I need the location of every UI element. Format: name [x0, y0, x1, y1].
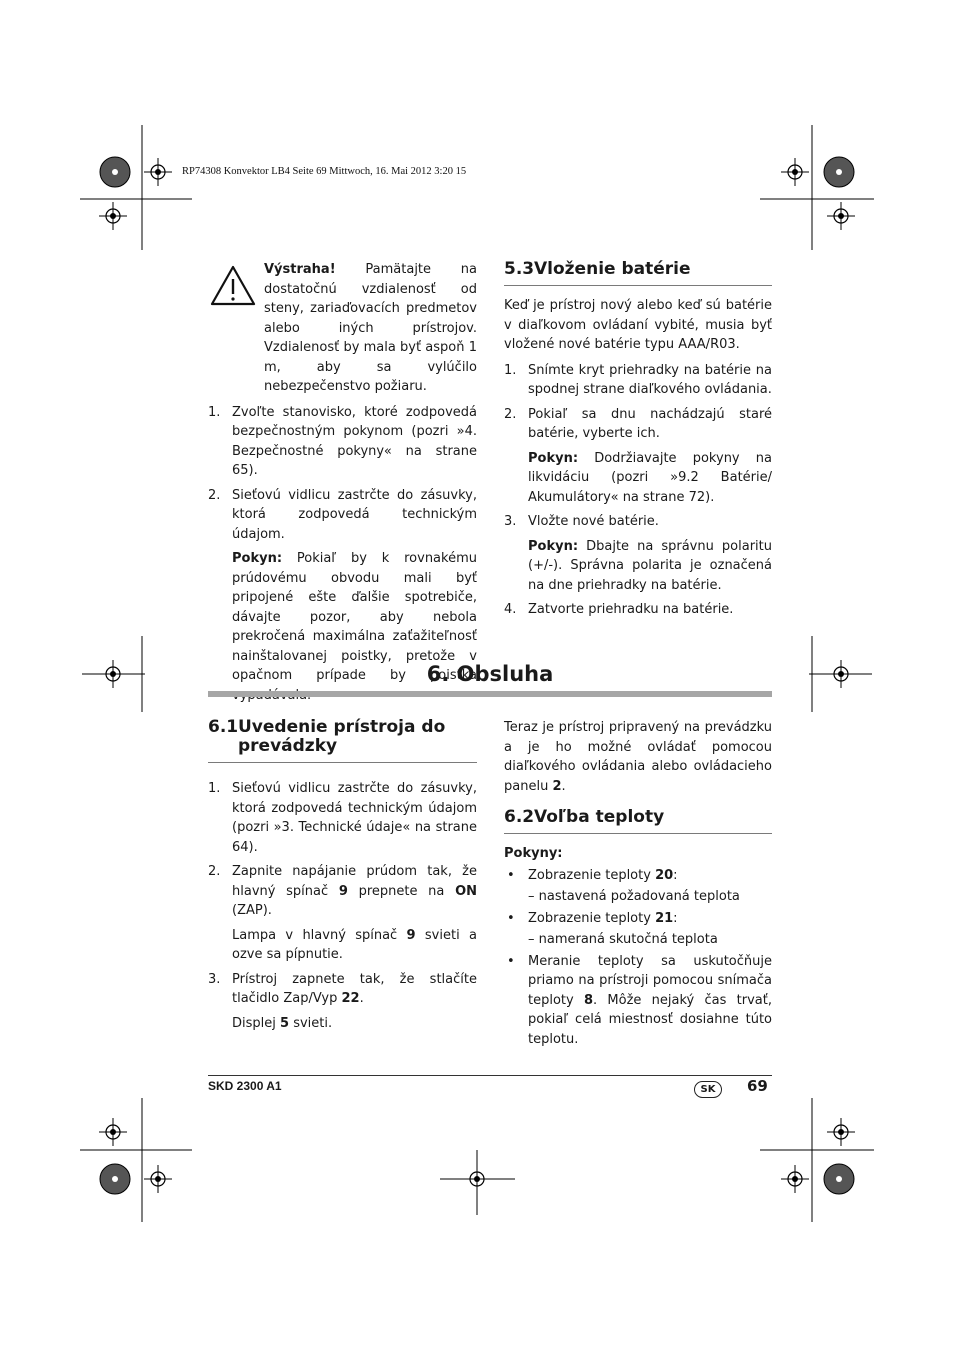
registration-star-icon: [824, 1164, 854, 1194]
registration-cross-icon: [144, 1165, 172, 1193]
right-bottom-column: [504, 718, 772, 1051]
sub-item: – nameraná skutočná teplota: [528, 932, 718, 947]
registration-cross-icon: [827, 202, 855, 230]
registration-cross-icon: [99, 202, 127, 230]
sub-item: – nastavená požadovaná teplota: [528, 889, 740, 904]
warning-triangle-icon: [210, 264, 256, 306]
list-item: 2. Sieťovú vidlicu zastrčte do zásuvky, ktorá zodpovedá technickým údajom.: [208, 487, 477, 542]
left-top-column: [208, 260, 477, 710]
note: Pokyn: Dbajte na správnu polaritu (+/-). Správna polarita je označená na dne priehradky na batérie.: [528, 538, 772, 593]
footer-model: SKD 2300 A1: [208, 1079, 282, 1093]
page-number: 69: [747, 1077, 768, 1095]
warning-label: Výstraha!: [264, 262, 336, 277]
registration-cross-icon: [781, 158, 809, 186]
registration-cross-icon: [827, 1118, 855, 1146]
section-title: 6. Obsluha: [426, 662, 554, 686]
heading-6-2: 6.2Voľba teploty: [504, 808, 772, 834]
list-item: 3. Prístroj zapnete tak, že stlačíte tlačidlo Zap/Vyp 22.: [208, 971, 477, 1006]
warning-block: [208, 260, 477, 397]
registration-star-icon: [100, 157, 130, 187]
note: Displej 5 svieti.: [232, 1015, 333, 1031]
print-header: RP74308 Konvektor LB4 Seite 69 Mittwoch, 16. Mai 2012 3:20 15: [182, 166, 467, 177]
list-item: 4. Zatvorte priehradku na batérie.: [504, 602, 734, 617]
heading-6-1: 6.1Uvedenie prístroja do prevádzky: [208, 718, 477, 763]
note: Pokyn: Pokiaľ by k rovnakému prúdovému obvodu mali byť pripojené ešte ďalšie spotrebiče, dávajte pozor, aby nebola prekročená maximálna zaťažiteľnosť nainštalovanej poistky, pretože v opačnom prípade by poistka: [232, 551, 477, 683]
registration-cross-icon: [99, 1118, 127, 1146]
right-top-column: [504, 260, 772, 625]
bullet-item: • Zobrazenie teploty 20:: [507, 867, 678, 883]
warning-text: [264, 260, 477, 397]
setup-steps: [208, 403, 477, 545]
heading-5-3: 5.3Vloženie batérie: [504, 260, 772, 286]
bullet-item: • Zobrazenie teploty 21:: [507, 910, 678, 926]
language-badge: SK: [694, 1081, 722, 1098]
list-item: 3. Vložte nové batérie.: [504, 514, 659, 529]
registration-cross-icon: [781, 1165, 809, 1193]
warning-body: Pamätajte na dostatočnú vzdialenosť od steny, zariaďovacích predmetov alebo iných prístrojov. Vzdialenosť by mala byť aspoň 1 m, aby sa vylúčilo nebezpečenstvo požiaru.: [264, 262, 477, 394]
bullet-item: • Meranie teploty sa uskutočňuje priamo na prístroji pomocou snímača teploty 8. Môže nejaký čas trvať, pokiaľ celá miestnosť dosiahne túto teplotu.: [507, 953, 772, 1047]
left-bottom-column: [208, 718, 477, 1038]
footer-rule: [208, 1075, 772, 1076]
pokyny-label: Pokyny:: [504, 846, 563, 861]
registration-star-icon: [824, 157, 854, 187]
list-item: 1. Sieťovú vidlicu zastrčte do zásuvky, ktorá zodpovedá technickým údajom (pozri »3. Technické údaje« na strane 64).: [208, 781, 477, 855]
list-item: 1. Zvoľte stanovisko, ktoré zodpovedá bezpečnostným pokynom (pozri »4. Bezpečnostné pokyny« na strane 65).: [208, 404, 477, 478]
note: Pokyn: Dodržiavajte pokyny na likvidáciu (pozri »9.2 Batérie/ Akumulátory« na strane 72).: [528, 450, 772, 505]
list-item: 2. Zapnite napájanie prúdom tak, že hlavný spínač 9 prepnete na ON (ZAP).: [208, 864, 477, 918]
section-rule: [208, 691, 772, 697]
ready-intro: Teraz je prístroj pripravený na prevádzku a je ho možné ovládať pomocou diaľkového ovládania alebo ovládacieho panelu 2.: [504, 720, 772, 794]
battery-intro: Keď je prístroj nový alebo keď sú batérie v diaľkovom ovládaní vybité, musia byť vložené nové batérie typu AAA/R03.: [504, 298, 772, 352]
list-item: 2. Pokiaľ sa dnu nachádzajú staré batérie, vyberte ich.: [504, 406, 772, 441]
registration-cross-icon: [144, 158, 172, 186]
list-item: 1. Snímte kryt priehradky na batérie na spodnej strane diaľkového ovládania.: [504, 362, 772, 397]
note: Lampa v hlavný spínač 9 svieti a ozve sa pípnutie.: [232, 927, 477, 962]
registration-star-icon: [100, 1164, 130, 1194]
